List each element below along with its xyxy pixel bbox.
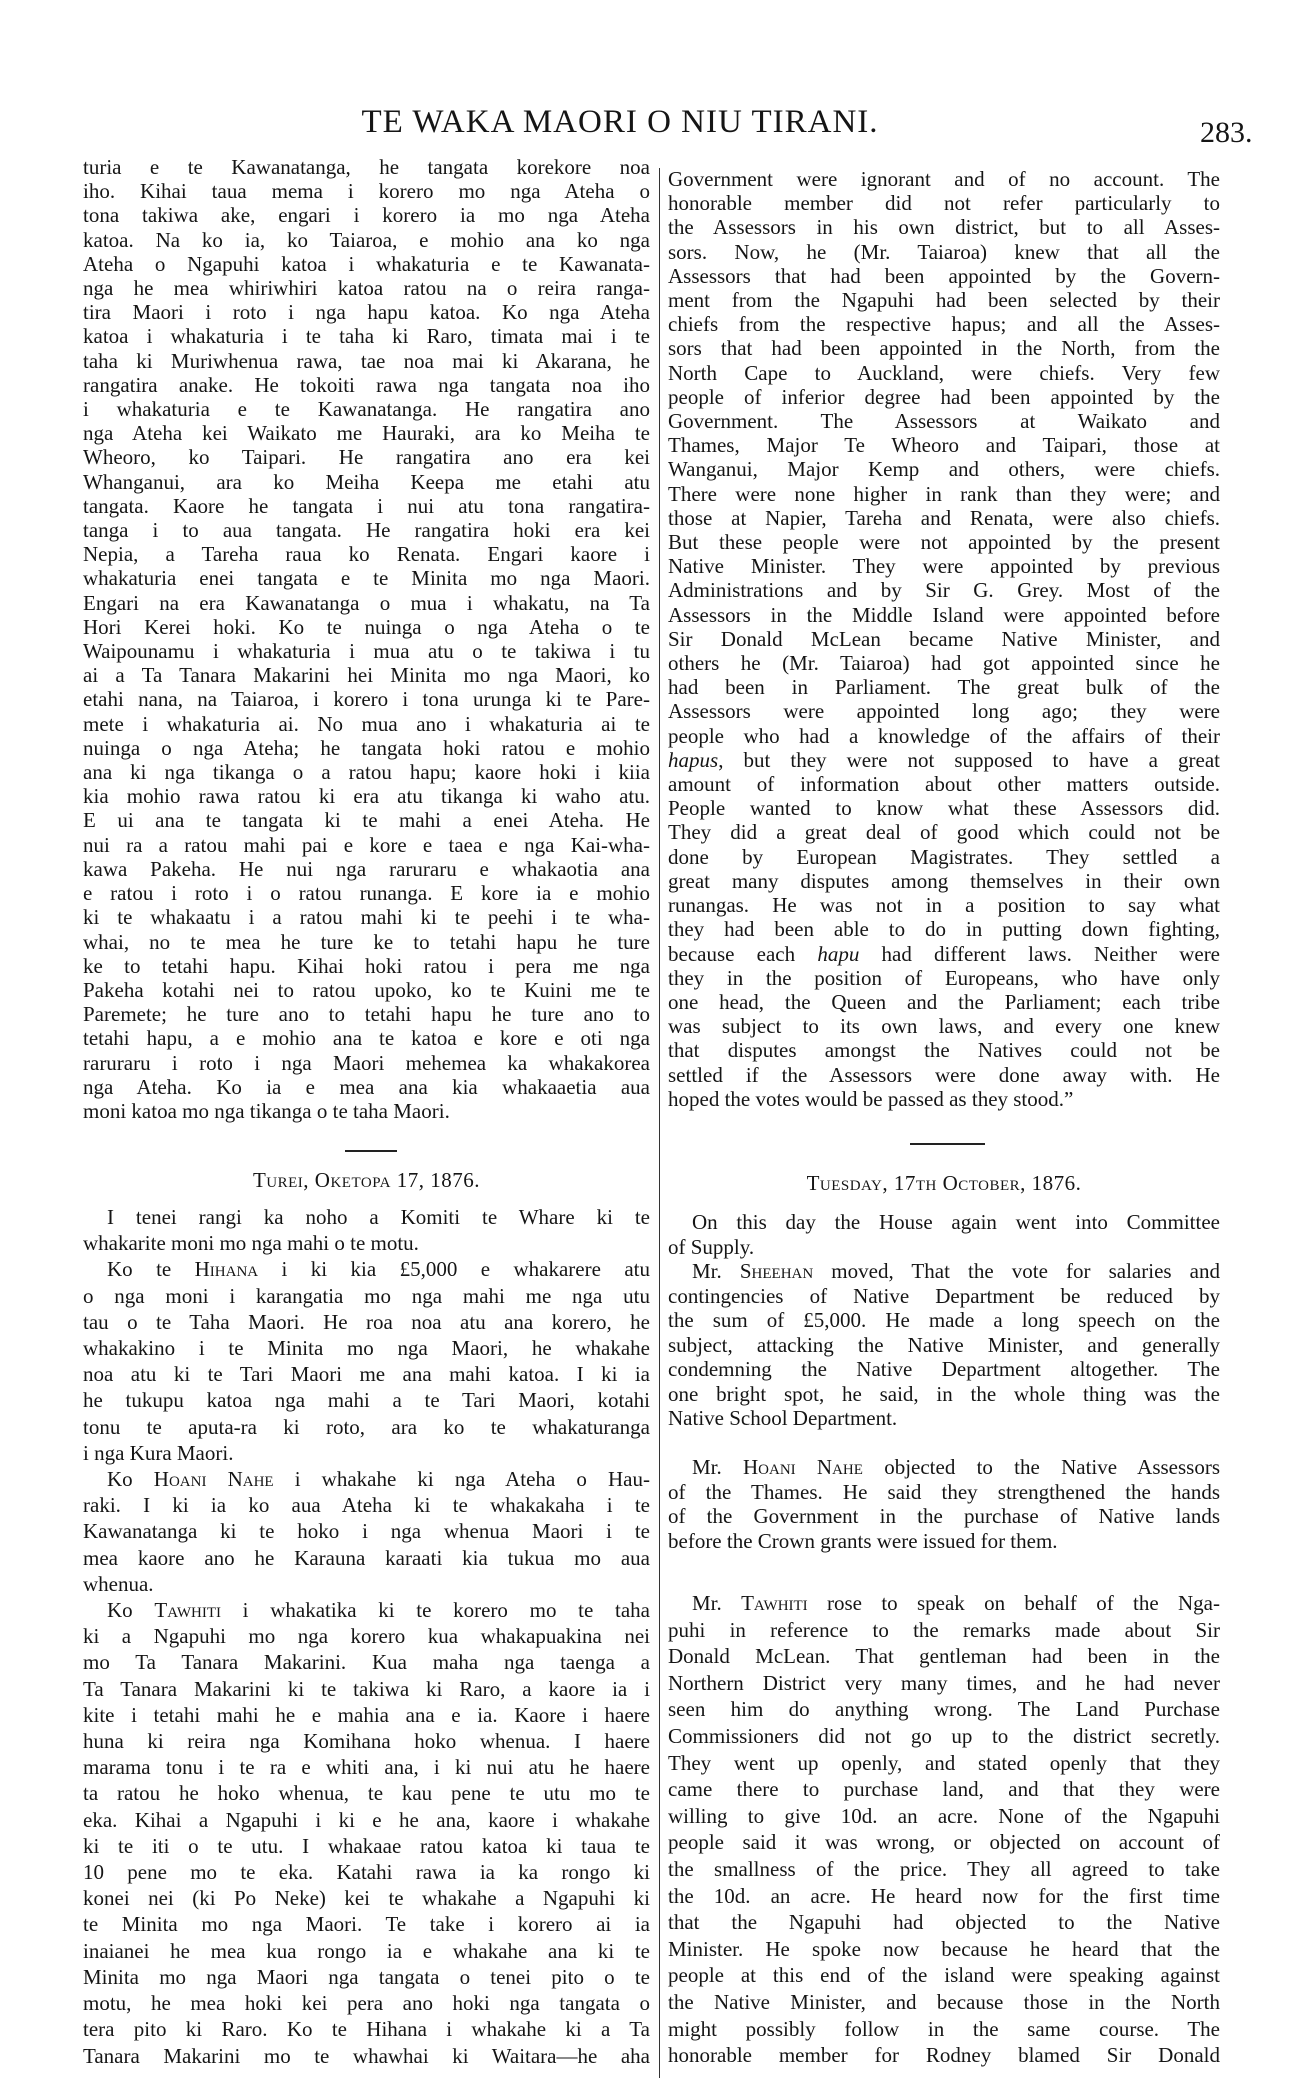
text-line: They went up openly, and stated openly that they bbox=[668, 1750, 1220, 1775]
text-line: whenua. bbox=[83, 1571, 154, 1596]
text-line: raki. I ki ia ko aua Ateha ki te whakakaha i te bbox=[83, 1493, 650, 1518]
text-line: te Minita mo nga Maori. Te take i korero ai ia bbox=[83, 1912, 650, 1937]
speaker-name: Tawhiti bbox=[154, 1598, 221, 1623]
text-line: huna ki reira nga Komihana hoko whenua. I haere bbox=[83, 1729, 650, 1754]
paragraph bbox=[668, 1590, 1220, 2069]
text-line: hoped the votes would be passed as they stood.” bbox=[668, 1086, 1074, 1111]
text-line: Wheoro, ko Taipari. He rangatira ano era kei bbox=[83, 445, 650, 470]
text-segment: Ko bbox=[107, 1598, 155, 1623]
left-continuation-text bbox=[83, 155, 650, 1123]
text-line bbox=[668, 1590, 1220, 1617]
text-line: tanga i to aua tangata. He rangatira hoki era kei bbox=[83, 518, 650, 543]
text-line: But these people were not appointed by the present bbox=[668, 530, 1220, 555]
text-line: was subject to its own laws, and every one knew bbox=[668, 1014, 1220, 1039]
text-line: those at Napier, Tareha and Renata, were also chiefs. bbox=[668, 505, 1220, 530]
paragraph bbox=[83, 1256, 650, 1466]
text-line: 10 pene mo te eka. Katahi rawa ia ka rongo ki bbox=[83, 1860, 650, 1885]
text-segment: Mr. bbox=[692, 1591, 742, 1615]
text-line: There were none higher in rank than they were; and bbox=[668, 481, 1220, 506]
text-segment: , but they were not supposed to have a great bbox=[718, 747, 1220, 772]
text-line: People wanted to know what these Assessors did. bbox=[668, 796, 1220, 821]
text-line: tira Maori i roto i nga hapu katoa. Ko nga Ateha bbox=[83, 300, 650, 325]
text-line: Donald McLean. That gentleman had been in the bbox=[668, 1644, 1220, 1669]
text-line: Assessors in the Middle Island were appointed before bbox=[668, 602, 1220, 627]
text-segment: rose to speak on behalf of the Nga- bbox=[807, 1591, 1220, 1615]
paragraph bbox=[83, 155, 650, 1123]
column-divider bbox=[659, 168, 660, 2078]
text-line bbox=[668, 748, 1220, 772]
text-line: moni katoa mo nga tikanga o te taha Maori. bbox=[83, 1098, 450, 1123]
text-line: sors that had been appointed in the North, from the bbox=[668, 336, 1220, 361]
speaker-name: Hoani Nahe bbox=[153, 1467, 274, 1492]
text-line: Government were ignorant and of no account. The bbox=[668, 167, 1220, 191]
page-number: 283. bbox=[1200, 116, 1253, 149]
italic-term: hapus bbox=[668, 747, 719, 772]
section-rule bbox=[345, 1150, 397, 1152]
text-line: katoa. Na ko ia, ko Taiaroa, e mohio ana ko nga bbox=[83, 227, 650, 252]
text-line: tera pito ki Raro. Ko te Hihana i whakahe ki a Ta bbox=[83, 2017, 650, 2042]
text-line: people who had a knowledge of the affairs of their bbox=[668, 723, 1220, 748]
text-line: kawa Pakeha. He nui nga raruraru e whakaotia ana bbox=[83, 856, 650, 881]
text-line: Administrations and by Sir G. Grey. Most of the bbox=[668, 578, 1220, 603]
text-line bbox=[668, 1455, 1220, 1480]
text-line: Sir Donald McLean became Native Minister, and bbox=[668, 626, 1220, 651]
text-segment: i ki kia £5,000 e whakarere atu bbox=[258, 1257, 650, 1282]
text-line bbox=[83, 1597, 650, 1623]
text-line: Assessors were appointed long ago; they were bbox=[668, 699, 1220, 724]
text-line: Pakeha kotahi nei to ratou upoko, ko te Kuini me te bbox=[83, 977, 650, 1002]
text-line: that the Ngapuhi had objected to the Native bbox=[668, 1910, 1220, 1935]
text-line: honorable member for Rodney blamed Sir Donald bbox=[668, 2043, 1220, 2068]
text-line: settled if the Assessors were done away with. He bbox=[668, 1062, 1220, 1087]
right-continuation-text bbox=[668, 167, 1220, 1111]
text-line: contingencies of Native Department be reduced by bbox=[668, 1283, 1220, 1308]
text-line: done by European Magistrates. They settled a bbox=[668, 844, 1220, 869]
journal-title: TE WAKA MAORI O NIU TIRANI. bbox=[361, 104, 879, 140]
text-segment: i whakatika ki te korero mo te taha bbox=[220, 1598, 650, 1623]
text-segment: objected to the Native Assessors bbox=[862, 1455, 1221, 1479]
text-line: whakarite moni mo nga mahi o te motu. bbox=[83, 1231, 419, 1256]
text-line: konei nei (ki Po Neke) kei te whakahe a Ngapuhi ki bbox=[83, 1886, 650, 1911]
text-segment: Ko te bbox=[107, 1257, 195, 1282]
paragraph bbox=[83, 1466, 650, 1597]
text-line: one head, the Queen and the Parliament; each tribe bbox=[668, 989, 1220, 1014]
text-line: i nga Kura Maori. bbox=[83, 1440, 234, 1465]
text-line: ana ki nga tikanga o a ratou hapu; kaore hoki i kiia bbox=[83, 760, 650, 785]
text-line: Commissioners did not go up to the district secretly. bbox=[668, 1723, 1220, 1748]
text-line: ki te iti o te utu. I whakaae ratou katoa ki taua te bbox=[83, 1833, 650, 1858]
text-segment: because each bbox=[668, 941, 818, 966]
text-line: Assessors that had been appointed by the Govern- bbox=[668, 263, 1220, 288]
text-line: ta ratou he hoko whenua, te kau pene te utu mo te bbox=[83, 1781, 650, 1806]
text-line: Government. The Assessors at Waikato and bbox=[668, 409, 1220, 434]
text-line: tetahi hapu, a e mohio ana te katoa e kore e oti nga bbox=[83, 1026, 650, 1051]
text-line: they had been able to do in putting down fighting, bbox=[668, 917, 1220, 942]
section-heading-maori: Turei, Oketopa 17, 1876. bbox=[252, 1168, 480, 1192]
text-line: noa atu ki te Tari Maori me ana mahi katoa. I ki ia bbox=[83, 1362, 650, 1387]
text-line: whai, no te mea he ture ke to tetahi hapu he ture bbox=[83, 929, 650, 954]
text-line: chiefs from the respective hapus; and all the Asses- bbox=[668, 312, 1220, 337]
text-line: Ta Tanara Makarini ki te takiwa ki Raro, a kaore ia i bbox=[83, 1676, 650, 1701]
paragraph bbox=[668, 1455, 1220, 1553]
text-line: They did a great deal of good which could not be bbox=[668, 820, 1220, 845]
text-line: iho. Kihai taua mema i korero mo nga Ateha o bbox=[83, 179, 650, 204]
text-line: before the Crown grants were issued for them. bbox=[668, 1528, 1058, 1553]
text-line: i whakaturia e te Kawanatanga. He rangatira ano bbox=[83, 397, 650, 422]
text-segment: Ko bbox=[107, 1467, 154, 1492]
text-line: inaianei he mea kua rongo ia e whakahe ana ki te bbox=[83, 1938, 650, 1963]
text-line: Minister. He spoke now because he heard that the bbox=[668, 1936, 1220, 1961]
text-line: I tenei rangi ka noho a Komiti te Whare ki te bbox=[107, 1205, 650, 1229]
text-line: ai a Ta Tanara Makarini hei Minita mo nga Maori, ko bbox=[83, 663, 650, 688]
paragraph bbox=[668, 1210, 1220, 1259]
text-line: might possibly follow in the same course. The bbox=[668, 2016, 1220, 2041]
text-line: Northern District very many times, and he had never bbox=[668, 1670, 1220, 1695]
speaker-name: Hihana bbox=[194, 1257, 259, 1282]
text-line: the 10d. an acre. He heard now for the first time bbox=[668, 1883, 1220, 1908]
text-line: people said it was wrong, or objected on account of bbox=[668, 1830, 1220, 1855]
text-line: Native Minister. They were appointed by previous bbox=[668, 554, 1220, 579]
text-line: honorable member did not refer particularly to bbox=[668, 191, 1220, 216]
text-line: ki a Ngapuhi mo nga korero kua whakapuakina nei bbox=[83, 1624, 650, 1649]
text-line: whakakino i te Minita mo nga Maori, he whakahe bbox=[83, 1336, 650, 1361]
text-line: turia e te Kawanatanga, he tangata korekore noa bbox=[83, 155, 650, 179]
text-line: rangatira anake. He tokoiti rawa nga tangata noa iho bbox=[83, 372, 650, 397]
text-line: one bright spot, he said, in the whole thing was the bbox=[668, 1381, 1220, 1406]
text-line: marama tonu i te ra e whiti ana, i ki nui atu he haere bbox=[83, 1755, 650, 1780]
text-line: seen him do anything wrong. The Land Purchase bbox=[668, 1697, 1220, 1722]
text-line: Wanganui, Major Kemp and others, were chiefs. bbox=[668, 457, 1220, 482]
text-segment: had different laws. Neither were bbox=[859, 941, 1221, 966]
text-line: nga Ateha. Ko ia e mea ana kia whakaaetia aua bbox=[83, 1074, 650, 1099]
text-segment: moved, That the vote for salaries and bbox=[813, 1259, 1220, 1283]
text-line: people of inferior degree had been appointed by the bbox=[668, 384, 1220, 409]
speaker-name: Tawhiti bbox=[741, 1591, 808, 1615]
text-line: ki te whakaatu i a ratou mahi ki te peehi i te wha- bbox=[83, 905, 650, 930]
text-line: the Assessors in his own district, but to all Asses- bbox=[668, 215, 1220, 240]
text-line: came there to purchase land, and that they were bbox=[668, 1777, 1220, 1802]
text-line: Minita mo nga Maori nga tangata o tenei pito o te bbox=[83, 1964, 650, 1989]
text-line: he tukupu katoa nga mahi a te Tari Maori, kotahi bbox=[83, 1388, 650, 1413]
text-line: of Supply. bbox=[668, 1234, 755, 1259]
text-line: Paremete; he ture ano to tetahi hapu he ture ano to bbox=[83, 1002, 650, 1027]
text-line: had been in Parliament. The great bulk of the bbox=[668, 675, 1220, 700]
text-line: taha ki Muriwhenua rawa, tae noa mai ki Akarana, he bbox=[83, 348, 650, 373]
text-line: nuinga o nga Ateha; he tangata hoki ratou e mohio bbox=[83, 735, 650, 760]
text-line: motu, he mea hoki kei pera ano hoki nga tangata o bbox=[83, 1991, 650, 2016]
text-line: condemning the Native Department altogether. The bbox=[668, 1357, 1220, 1381]
text-line bbox=[668, 942, 1220, 966]
text-line: Hori Kerei hoki. Ko te nuinga o nga Ateha o te bbox=[83, 614, 650, 639]
text-line: Whanganui, ara ko Meiha Keepa me etahi atu bbox=[83, 469, 650, 494]
text-line: raruraru i roto i nga Maori mehemea ka whakakorea bbox=[83, 1050, 650, 1075]
text-line bbox=[668, 1259, 1220, 1284]
section-rule bbox=[910, 1143, 985, 1145]
text-line: tangata. Kaore he tangata i nui atu tona rangatira- bbox=[83, 493, 650, 518]
italic-term: hapu bbox=[817, 941, 860, 966]
text-line: others he (Mr. Taiaroa) had got appointed since he bbox=[668, 651, 1220, 676]
text-line: tau o te Taha Maori. He roa noa atu ana korero, he bbox=[83, 1309, 650, 1334]
speaker-name: Sheehan bbox=[739, 1259, 814, 1283]
text-line: Nepia, a Tareha raua ko Renata. Engari kaore i bbox=[83, 542, 650, 567]
text-line: they in the position of Europeans, who have only bbox=[668, 965, 1220, 990]
text-line: nui ra a ratou mahi pai e kore e taea e nga Kai-wha- bbox=[83, 832, 650, 857]
right-section-body-a bbox=[668, 1210, 1220, 1431]
text-line: ke to tetahi hapu. Kihai hoki ratou i pera me nga bbox=[83, 953, 650, 978]
text-line: sors. Now, he (Mr. Taiaroa) knew that all the bbox=[668, 239, 1220, 264]
text-line: E ui ana te tangata ki te mahi a enei Ateha. He bbox=[83, 808, 650, 833]
text-line: willing to give 10d. an acre. None of the Ngapuhi bbox=[668, 1803, 1220, 1828]
text-line: Thames, Major Te Wheoro and Taipari, those at bbox=[668, 433, 1220, 458]
text-line: Native School Department. bbox=[668, 1406, 898, 1430]
text-line: mea kaore ano he Karauna karaati kia tukua mo aua bbox=[83, 1545, 650, 1570]
text-line: kite i tetahi mahi he e mahia ana e ia. Kaore i haere bbox=[83, 1702, 650, 1727]
text-line: the sum of £5,000. He made a long speech on the bbox=[668, 1308, 1220, 1332]
text-line: of the Thames. He said they strengthened the hands bbox=[668, 1479, 1220, 1504]
paragraph bbox=[83, 1597, 650, 2069]
left-section-body bbox=[83, 1204, 650, 2069]
speaker-name: Hoani Nahe bbox=[743, 1455, 863, 1479]
paragraph bbox=[668, 167, 1220, 1111]
right-section-body-c bbox=[668, 1590, 1220, 2069]
text-line: ment from the Ngapuhi had been selected by their bbox=[668, 288, 1220, 313]
text-line: subject, attacking the Native Minister, and generally bbox=[668, 1332, 1220, 1357]
paragraph bbox=[668, 1259, 1220, 1431]
text-line: runangas. He was not in a position to say what bbox=[668, 893, 1220, 918]
text-line: tonu te aputa-ra ki roto, ara ko te whakaturanga bbox=[83, 1414, 650, 1439]
text-line: people at this end of the island were speaking against bbox=[668, 1963, 1220, 1988]
section-heading-english: Tuesday, 17th October, 1876. bbox=[806, 1171, 1082, 1195]
text-line: the Native Minister, and because those in the North bbox=[668, 1989, 1220, 2014]
text-line: great many disputes among themselves in their own bbox=[668, 868, 1220, 893]
text-line: Ateha o Ngapuhi katoa i whakaturia e te Kawanata- bbox=[83, 251, 650, 276]
text-line: North Cape to Auckland, were chiefs. Very few bbox=[668, 360, 1220, 385]
text-line: of the Government in the purchase of Native lands bbox=[668, 1504, 1220, 1528]
text-line: nga Ateha kei Waikato me Hauraki, ara ko Meiha te bbox=[83, 421, 650, 446]
text-line: o nga moni i karangatia mo nga mahi me nga utu bbox=[83, 1283, 650, 1308]
text-line: Engari na era Kawanatanga o mua i whakatu, na Ta bbox=[83, 590, 650, 615]
text-line: the smallness of the price. They all agreed to take bbox=[668, 1856, 1220, 1881]
text-line: that disputes amongst the Natives could not be bbox=[668, 1038, 1220, 1063]
text-line: amount of information about other matters outside. bbox=[668, 772, 1220, 797]
text-line: tona takiwa ake, engari i korero ia mo nga Ateha bbox=[83, 203, 650, 228]
text-line: eka. Kihai a Ngapuhi i ki e he ana, kaore i whakahe bbox=[83, 1807, 650, 1832]
text-line: e ratou i roto i o ratou runanga. E kore ia e mohio bbox=[83, 881, 650, 906]
text-segment: Mr. bbox=[692, 1259, 740, 1283]
text-line: Kawanatanga ki te hoko i nga whenua Maori i te bbox=[83, 1519, 650, 1544]
text-line bbox=[83, 1256, 650, 1282]
text-line: puhi in reference to the remarks made about Sir bbox=[668, 1617, 1220, 1642]
text-segment: Mr. bbox=[692, 1455, 744, 1479]
text-line: mo Ta Tanara Makarini. Kua maha nga taenga a bbox=[83, 1650, 650, 1675]
text-line: On this day the House again went into Committee bbox=[692, 1210, 1220, 1234]
right-section-body-b bbox=[668, 1455, 1220, 1553]
text-line: katoa i whakaturia i te taha ki Raro, timata mai i te bbox=[83, 324, 650, 349]
text-line: kia mohio rawa ratou ki era atu tikanga ki waho atu. bbox=[83, 784, 650, 809]
paragraph bbox=[83, 1204, 650, 1256]
text-line: nga he mea whiriwhiri katoa ratou na o reira ranga- bbox=[83, 276, 650, 301]
text-line: Waipounamu i whakaturia i mua atu o te takiwa i tu bbox=[83, 639, 650, 664]
text-line bbox=[83, 1466, 650, 1492]
text-segment: i whakahe ki nga Ateha o Hau- bbox=[273, 1467, 650, 1492]
text-line: Tanara Makarini mo te whawhai ki Waitara—he aha bbox=[83, 2043, 650, 2068]
text-line: etahi nana, na Taiaroa, i korero i tona urunga ki te Pare- bbox=[83, 687, 650, 712]
text-line: whakaturia enei tangata e te Minita mo nga Maori. bbox=[83, 566, 650, 591]
text-line: mete i whakaturia ai. No mua ano i whakaturia ai te bbox=[83, 711, 650, 736]
